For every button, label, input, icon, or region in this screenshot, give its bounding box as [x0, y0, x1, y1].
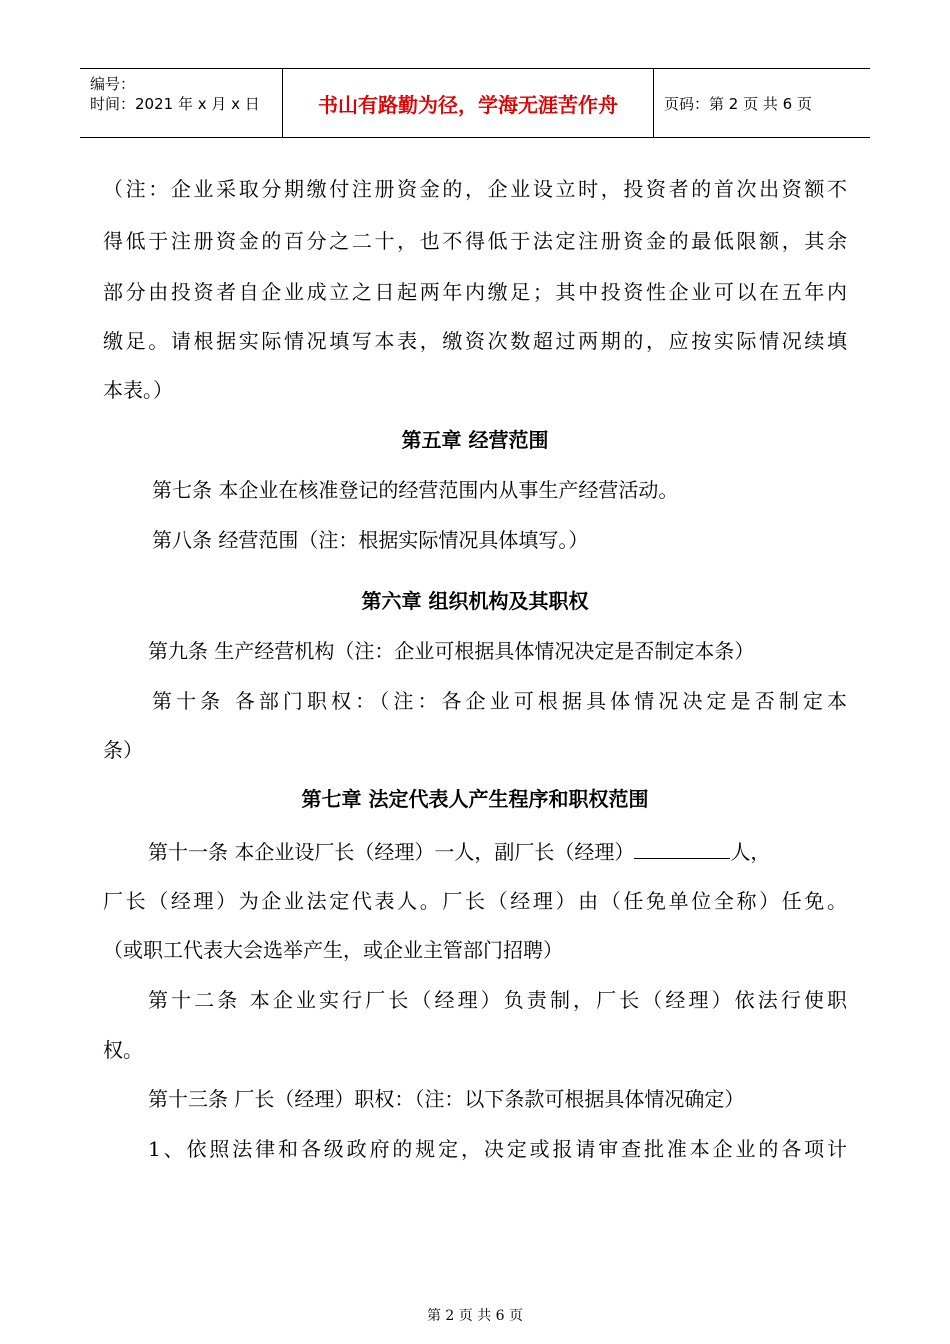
article-9: 第九条 生产经营机构（注：企业可根据具体情况决定是否制定本条）: [148, 639, 755, 663]
header-info-cell: [80, 69, 282, 137]
header-motto: 书山有路勤为径，学海无涯苦作舟: [318, 92, 618, 117]
page-footer: 第 2 页 共 6 页: [426, 1308, 524, 1324]
note-line-1: （注：企业采取分期缴付注册资金的，企业设立时，投资者的首次出资额不: [103, 177, 847, 201]
article-11-line-3: （或职工代表大会选举产生，或企业主管部门招聘）: [103, 938, 563, 962]
note-line-5: 本表。）: [103, 378, 173, 402]
article-8: 第八条 经营范围（注：根据实际情况具体填写。）: [152, 528, 589, 552]
date-label: 时间：2021 年 x 月 x 日: [90, 95, 260, 113]
chapter-6-heading: 第六章 组织机构及其职权: [361, 589, 589, 613]
article-12-line-1: 第十二条 本企业实行厂长（经理）负责制，厂长（经理）依法行使职: [148, 988, 847, 1012]
article-11-text-a: 第十一条 本企业设厂长（经理）一人，副厂长（经理）: [148, 840, 635, 864]
article-13: 第十三条 厂长（经理）职权：（注：以下条款可根据具体情况确定）: [148, 1087, 745, 1111]
note-line-4: 缴足。请根据实际情况填写本表，缴资次数超过两期的，应按实际情况续填: [103, 329, 847, 353]
note-line-2: 得低于注册资金的百分之二十，也不得低于法定注册资金的最低限额，其余: [103, 229, 847, 253]
article-7: 第七条 本企业在核准登记的经营范围内从事生产经营活动。: [152, 478, 679, 502]
number-label: 编号：: [90, 75, 136, 93]
header-table: [80, 68, 870, 138]
item-1: 1、依照法律和各级政府的规定，决定或报请审查批准本企业的各项计: [148, 1137, 847, 1161]
article-10-line-2: 条）: [103, 738, 143, 762]
article-11-line-2: 厂长（经理）为企业法定代表人。厂长（经理）由（任免单位全称）任免。: [103, 889, 847, 913]
article-10-line-1: 第十条 各部门职权：（注：各企业可根据具体情况决定是否制定本: [152, 689, 847, 713]
note-line-3: 部分由投资者自企业成立之日起两年内缴足；其中投资性企业可以在五年内: [103, 280, 847, 304]
chapter-7-heading: 第七章 法定代表人产生程序和职权范围: [301, 787, 649, 811]
chapter-5-heading: 第五章 经营范围: [401, 428, 549, 452]
article-12-line-2: 权。: [103, 1038, 143, 1062]
fill-in-blank[interactable]: [634, 840, 730, 859]
header-page-label: 页码：第 2 页 共 6 页: [664, 94, 812, 113]
article-11-text-b: 人，: [730, 840, 771, 864]
article-11-line-1: [148, 840, 770, 864]
